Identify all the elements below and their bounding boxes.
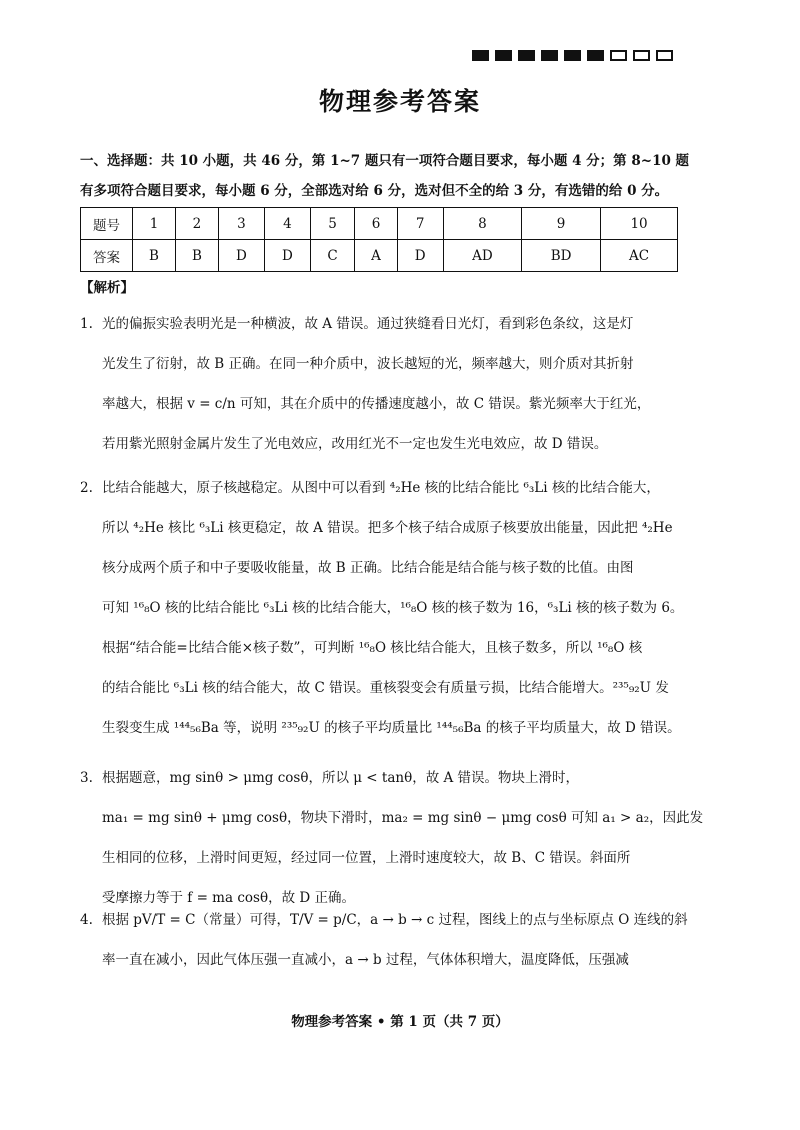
corner-marks: [472, 50, 673, 61]
explanation-line: [80, 468, 720, 508]
question-number: 2: [175, 208, 218, 240]
answer-cell: D: [264, 240, 310, 272]
answer-cell: D: [218, 240, 264, 272]
answer-cell: AC: [601, 240, 678, 272]
intro-line: 一、选择题：共 10 小题，共 46 分，第 1~7 题只有一项符合题目要求，每小题 4 分；第 8~10 题: [80, 153, 690, 169]
item-number: 4.: [80, 912, 93, 928]
intro-line: 有多项符合题目要求，每小题 6 分，全部选对给 6 分，选对但不全的给 3 分，有选错的给 0 分。: [80, 183, 669, 199]
explanation-line: 生相同的位移，上滑时间更短，经过同一位置，上滑时速度较大，故 B、C 错误。斜面所: [102, 850, 631, 866]
question-number: 9: [522, 208, 601, 240]
answer-table: [80, 207, 678, 272]
explanation-line: 率越大，根据 v = c/n 可知，其在介质中的传播速度越小，故 C 错误。紫光频率大于红光，: [102, 396, 651, 412]
question-number: 10: [601, 208, 678, 240]
item-number: 3.: [80, 770, 93, 786]
item-number: 1.: [80, 316, 93, 332]
question-number: 5: [310, 208, 354, 240]
explanation-line: 光发生了衍射，故 B 正确。在同一种介质中，波长越短的光，频率越大，则介质对其折射: [102, 356, 634, 372]
question-number: 1: [133, 208, 176, 240]
question-number-row: [81, 208, 678, 240]
explanation-line: 受摩擦力等于 f = ma cosθ，故 D 正确。: [102, 890, 355, 906]
explanation-line: 核分成两个质子和中子要吸收能量，故 B 正确。比结合能是结合能与核子数的比值。由图: [102, 560, 634, 576]
answer-cell: D: [397, 240, 443, 272]
question-number: 6: [355, 208, 397, 240]
answer-cell: C: [310, 240, 354, 272]
question-number: 3: [218, 208, 264, 240]
answer-cell: BD: [522, 240, 601, 272]
corner-mark-filled: [564, 50, 581, 61]
page-footer: 物理参考答案 • 第 1 页（共 7 页）: [291, 1014, 509, 1030]
explanation-line: ma₁ = mg sinθ + μmg cosθ，物块下滑时，ma₂ = mg sinθ − μmg cosθ 可知 a₁ > a₂，因此发: [102, 810, 704, 826]
answer-cell: B: [133, 240, 176, 272]
explanation-line: 所以 ⁴₂He 核比 ⁶₃Li 核更稳定，故 A 错误。把多个核子结合成原子核要放出能量，因此把 ⁴₂He: [102, 520, 673, 536]
explanation-line: 生裂变生成 ¹⁴⁴₅₆Ba 等，说明 ²³⁵₉₂U 的核子平均质量比 ¹⁴⁴₅₆Ba 的核子平均质量大，故 D 错误。: [102, 720, 681, 736]
explanation-item-2: [80, 468, 720, 748]
answer-cell: AD: [443, 240, 521, 272]
explanation-line: 根据“结合能=比结合能×核子数”，可判断 ¹⁶₈O 核比结合能大，且核子数多，所以 ¹⁶₈O 核: [102, 640, 643, 656]
explanation-text: 根据题意，mg sinθ > μmg cosθ，所以 μ < tanθ，故 A 错误。物块上滑时，: [102, 770, 580, 786]
explanation-line: 率一直在减小，因此气体压强一直减小，a → b 过程，气体体积增大，温度降低，压强减: [102, 952, 629, 968]
question-number: 8: [443, 208, 521, 240]
explanation-item-1: [80, 304, 720, 464]
analysis-heading: 【解析】: [80, 280, 134, 296]
question-number: 7: [397, 208, 443, 240]
corner-mark-filled: [495, 50, 512, 61]
explanation-line: 若用紫光照射金属片发生了光电效应，改用红光不一定也发生光电效应，故 D 错误。: [102, 436, 608, 452]
corner-mark-empty: [633, 50, 650, 61]
answer-row: [81, 240, 678, 272]
row-header: 答案: [81, 240, 133, 272]
explanation-item-4: [80, 900, 720, 980]
page-title: 物理参考答案: [318, 87, 481, 116]
item-number: 2.: [80, 480, 93, 496]
explanation-line: 可知 ¹⁶₈O 核的比结合能比 ⁶₃Li 核的比结合能大，¹⁶₈O 核的核子数为 16，⁶₃Li 核的核子数为 6。: [102, 600, 684, 616]
corner-mark-filled: [541, 50, 558, 61]
corner-mark-empty: [610, 50, 627, 61]
explanation-line: [80, 304, 720, 344]
explanation-text: 比结合能越大，原子核越稳定。从图中可以看到 ⁴₂He 核的比结合能比 ⁶₃Li 核的比结合能大，: [102, 480, 660, 496]
explanation-line: [80, 900, 720, 940]
answer-cell: B: [175, 240, 218, 272]
answer-cell: A: [355, 240, 397, 272]
row-header: 题号: [81, 208, 133, 240]
explanation-item-3: [80, 758, 720, 918]
explanation-text: 根据 pV/T = C（常量）可得，T/V = p/C，a → b → c 过程，图线上的点与坐标原点 O 连线的斜: [102, 912, 688, 928]
section-intro: [80, 146, 730, 206]
corner-mark-filled: [587, 50, 604, 61]
corner-mark-filled: [518, 50, 535, 61]
corner-mark-filled: [472, 50, 489, 61]
question-number: 4: [264, 208, 310, 240]
explanation-line: 的结合能比 ⁶₃Li 核的结合能大，故 C 错误。重核裂变会有质量亏损，比结合能增大。²³⁵₉₂U 发: [102, 680, 669, 696]
explanation-text: 光的偏振实验表明光是一种横波，故 A 错误。通过狭缝看日光灯，看到彩色条纹，这是灯: [102, 316, 634, 332]
explanation-line: [80, 758, 720, 798]
corner-mark-empty: [656, 50, 673, 61]
